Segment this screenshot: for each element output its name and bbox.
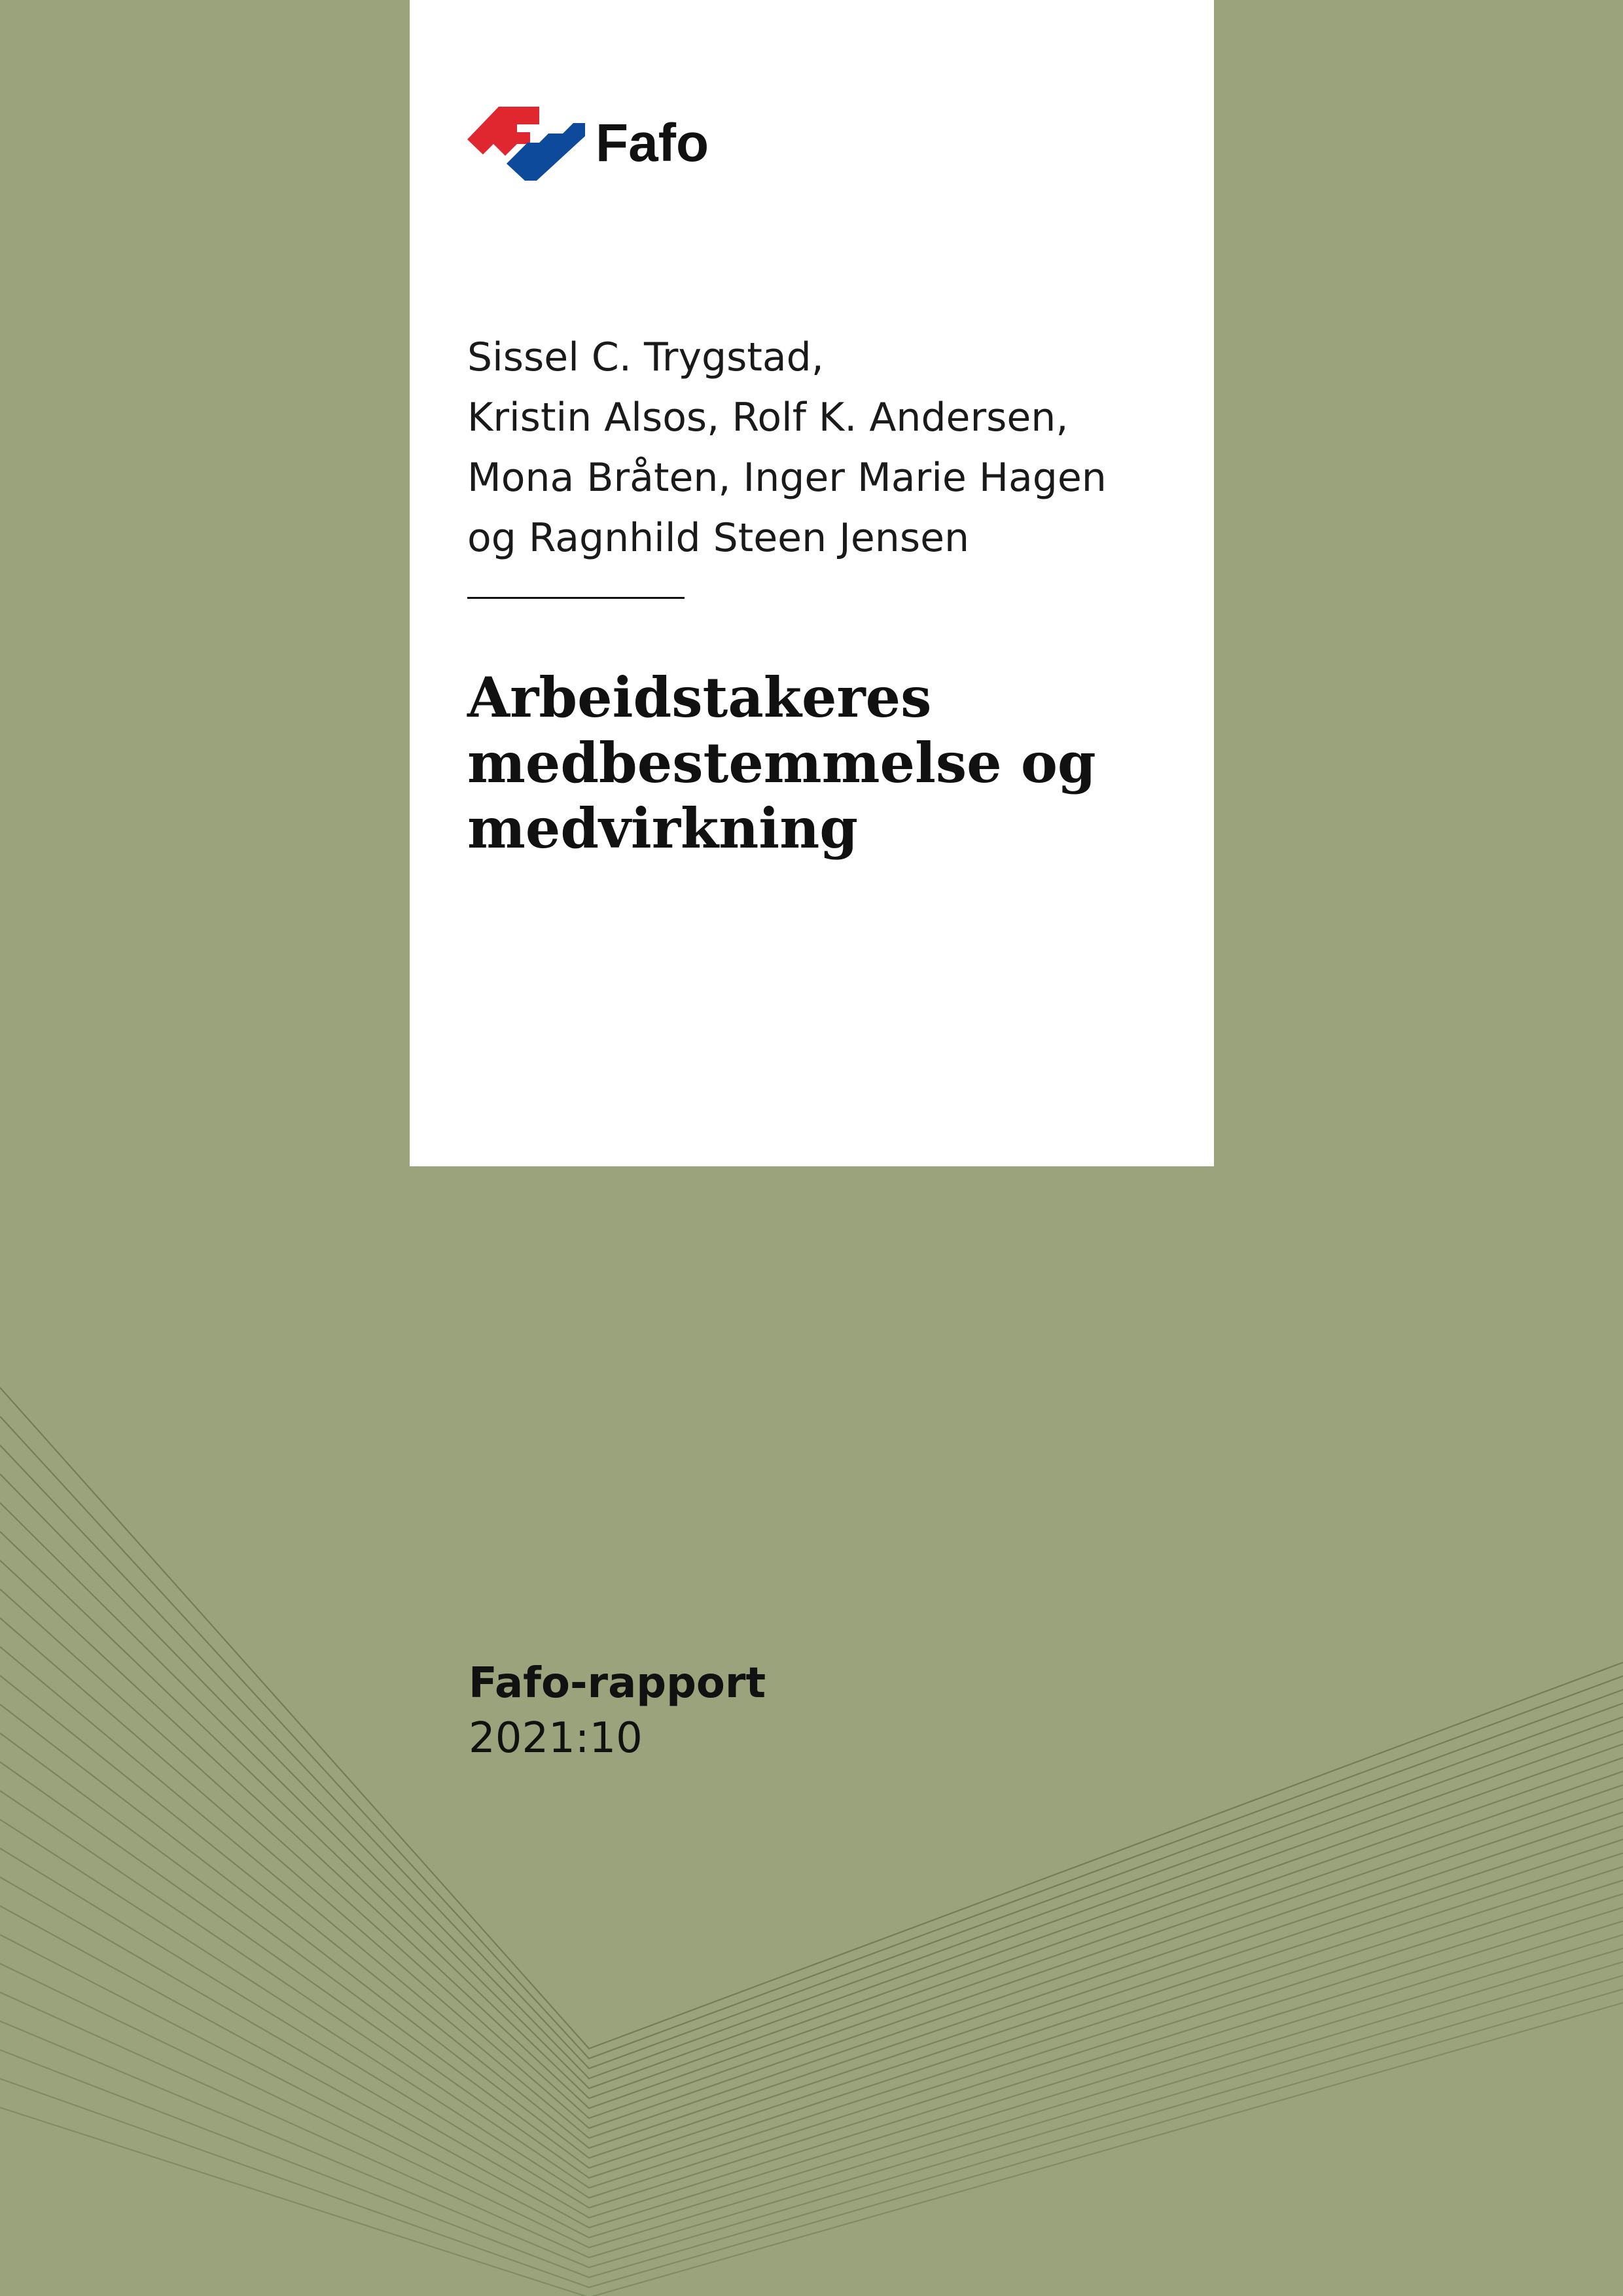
pattern-line xyxy=(0,1935,1623,2248)
title-panel xyxy=(410,0,1214,1166)
title-line: medvirkning xyxy=(467,796,859,861)
title-divider xyxy=(467,597,685,599)
author-line: Kristin Alsos, Rolf K. Andersen, xyxy=(467,395,1069,440)
pattern-line xyxy=(0,1877,1623,2217)
pattern-line xyxy=(0,1560,1623,2108)
fafo-logo xyxy=(467,105,709,182)
report-title xyxy=(467,665,1194,861)
pattern-line xyxy=(0,1388,1623,2049)
pattern-line xyxy=(0,1503,1623,2089)
author-line: Mona Bråten, Inger Marie Hagen xyxy=(467,455,1107,501)
pattern-line xyxy=(0,1416,1623,2058)
pattern-line xyxy=(0,1618,1623,2128)
series-name: Fafo-rapport xyxy=(469,1659,766,1708)
pattern-line xyxy=(0,1532,1623,2098)
pattern-line xyxy=(0,1948,1623,2257)
logo-wordmark: Fafo xyxy=(596,113,709,173)
author-line: Sissel C. Trygstad, xyxy=(467,334,824,380)
title-line: Arbeidstakeres xyxy=(467,665,932,730)
series-number: 2021:10 xyxy=(469,1714,643,1763)
author-line: og Ragnhild Steen Jensen xyxy=(467,515,970,561)
pattern-line xyxy=(0,1733,1623,2168)
author-list xyxy=(467,327,1194,568)
pattern-line xyxy=(0,1921,1623,2238)
pattern-line xyxy=(0,1445,1623,2068)
pattern-line xyxy=(0,1676,1623,2148)
title-line: medbestemmelse og xyxy=(467,730,1096,796)
fafo-logo-icon xyxy=(467,103,585,184)
pattern-line xyxy=(0,1474,1623,2079)
pattern-line xyxy=(0,1848,1623,2208)
report-series xyxy=(469,1656,766,1766)
